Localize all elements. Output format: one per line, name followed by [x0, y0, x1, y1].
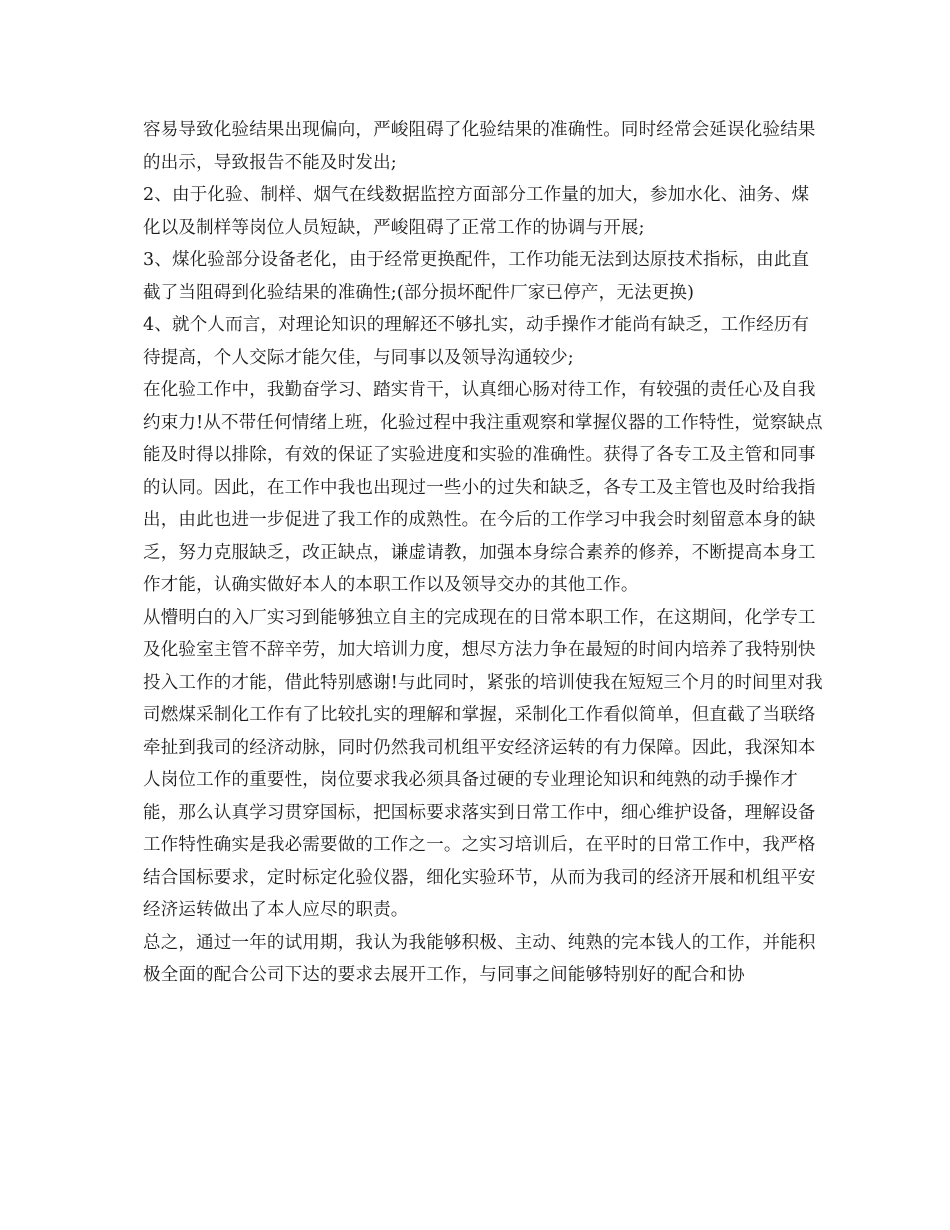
paragraph-continuation: 容易导致化验结果出现偏向，严峻阻碍了化验结果的准确性。同时经常会延误化验结果的出示，导致报告不能及时发出;: [143, 120, 816, 173]
paragraph-work-attitude: 在化验工作中，我勤奋学习、踏实肯干，认真细心肠对待工作，有较强的责任心及自我约束力!从不带任何情绪上班，化验过程中我注重观察和掌握仪器的工作特性，觉察缺点能及时得以排除，有效的保证了实验进度和实验的准确性。获得了各专工及主管和同事的认同。因此，在工作中我也出现过一些小的过失和缺乏，各专工及主管也及时给我指出，由此也进一步促进了我工作的成熟性。在今后的工作学习中我会时刻留意本身的缺乏，努力克服缺乏，改正缺点，谦虚请教，加强本身综合素养的修养，不断提高本身工作才能，认确实做好本人的本职工作以及领导交办的其他工作。: [143, 380, 823, 595]
list-item-2: 2、由于化验、制样、烟气在线数据监控方面部分工作量的加大，参加水化、油务、煤化以及制样等岗位人员短缺，严峻阻碍了正常工作的协调与开展;: [143, 185, 810, 238]
document-body: [143, 114, 823, 992]
paragraph-summary: 总之，通过一年的试用期，我认为我能够积极、主动、纯熟的完本钱人的工作，并能积极全面的配合公司下达的要求去展开工作，与同事之间能够特别好的配合和协: [143, 932, 816, 985]
list-item-3: 3、煤化验部分设备老化，由于经常更换配件，工作功能无法到达原技术指标，由此直截了当阻碍到化验结果的准确性;(部分损坏配件厂家已停产，无法更换): [143, 250, 810, 303]
list-item-4: 4、就个人而言，对理论知识的理解还不够扎实，动手操作才能尚有缺乏，工作经历有待提高，个人交际才能欠佳，与同事以及领导沟通较少;: [143, 315, 810, 368]
paragraph-training: 从懵明白的入厂实习到能够独立自主的完成现在的日常本职工作，在这期间，化学专工及化验室主管不辞辛劳，加大培训力度，想尽方法力争在最短的时间内培养了我特别快投入工作的才能，借此特别感谢!与此同时，紧张的培训使我在短短三个月的时间里对我司燃煤采制化工作有了比较扎实的理解和掌握，采制化工作看似简单，但直截了当联络牵扯到我司的经济动脉，同时仍然我司机组平安经济运转的有力保障。因此，我深知本人岗位工作的重要性，岗位要求我必须具备过硬的专业理论知识和纯熟的动手操作才能，那么认真学习贯穿国标，把国标要求落实到日常工作中，细心维护设备，理解设备工作特性确实是我必需要做的工作之一。之实习培训后，在平时的日常工作中，我严格结合国标要求，定时标定化验仪器，细化实验环节，从而为我司的经济开展和机组平安经济运转做出了本人应尽的职责。: [143, 607, 823, 920]
